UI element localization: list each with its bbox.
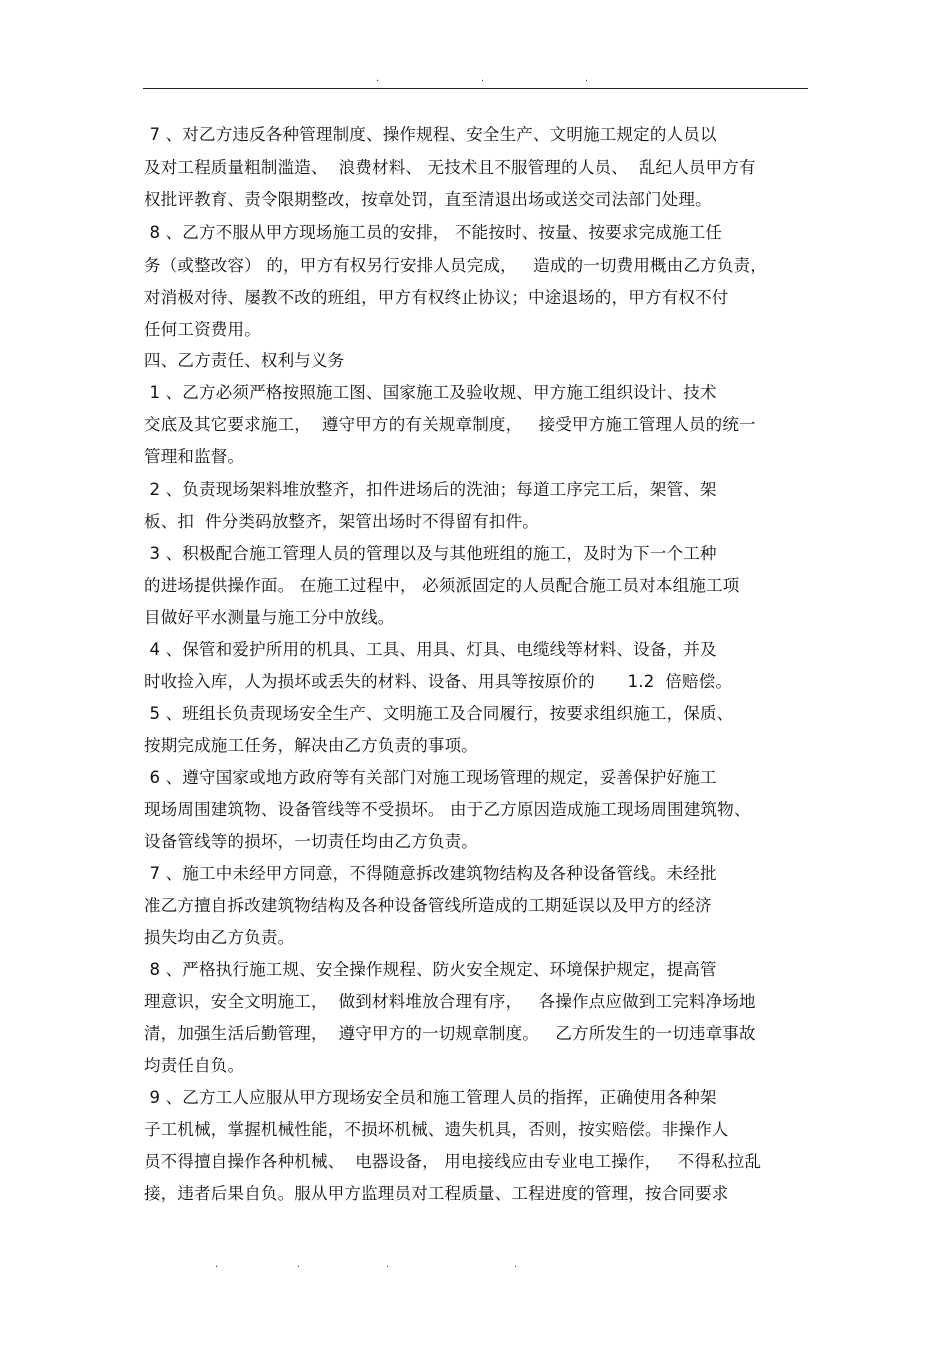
text-line: 3 、积极配合施工管理人员的管理以及与其他班组的施工，及时为下一个工种 [144, 544, 717, 563]
text-line: 子工机械，掌握机械性能，不损坏机械、遗失机具，否则，按实赔偿。非操作人 [144, 1120, 729, 1139]
text-line: 按期完成施工任务，解决由乙方负责的事项。 [144, 736, 478, 755]
text-line: 务（或整改容） 的，甲方有权另行安排人员完成， 造成的一切费用概由乙方负责， [144, 256, 767, 275]
text-line: 2 、负责现场架料堆放整齐，扣件进场后的洗油；每道工序完工后，架管、架 [144, 480, 717, 499]
header-dot: . [481, 73, 485, 84]
header-rule [143, 88, 808, 89]
text-line: 权批评教育、责令限期整改，按章处罚，直至清退出场或送交司法部门处理。 [144, 190, 712, 209]
text-line: 4 、保管和爱护所用的机具、工具、用具、灯具、电缆线等材料、设备，并及 [144, 640, 717, 659]
text-line: 设备管线等的损坏，一切责任均由乙方负责。 [144, 832, 478, 851]
text-line: 7 、对乙方违反各种管理制度、操作规程、安全生产、文明施工规定的人员以 [144, 125, 717, 144]
footer-dot: . [386, 1259, 390, 1270]
text-line: 及对工程质量粗制滥造、 浪费材料、 无技术且不服管理的人员、 乱纪人员甲方有 [144, 158, 756, 177]
text-line: 6 、遵守国家或地方政府等有关部门对施工现场管理的规定，妥善保护好施工 [144, 768, 717, 787]
text-line: 9 、乙方工人应服从甲方现场安全员和施工管理人员的指挥，正确使用各种架 [144, 1088, 717, 1107]
text-line: 损失均由乙方负责。 [144, 928, 295, 947]
text-line: 8 、乙方不服从甲方现场施工员的安排， 不能按时、按量、按要求完成施工任 [144, 223, 723, 242]
text-line: 对消极对待、屡教不改的班组，甲方有权终止协议；中途退场的，甲方有权不付 [144, 288, 729, 307]
footer-dot: . [215, 1259, 219, 1270]
text-line: 准乙方擅自拆改建筑物结构及各种设备管线所造成的工期延误以及甲方的经济 [144, 896, 712, 915]
footer-dot: . [514, 1259, 518, 1270]
text-line: 管理和监督。 [144, 447, 245, 466]
text-line: 员不得擅自操作各种机械、 电器设备， 用电接线应由专业电工操作， 不得私拉乱 [144, 1152, 762, 1171]
text-line: 5 、班组长负责现场安全生产、文明施工及合同履行，按要求组织施工，保质、 [144, 704, 734, 723]
text-line: 目做好平水测量与施工分中放线。 [144, 608, 395, 627]
footer-dot: . [297, 1259, 301, 1270]
text-line: 现场周围建筑物、设备管线等不受损坏。 由于乙方原因造成施工现场周围建筑物、 [144, 800, 751, 819]
text-line: 接，违者后果自负。服从甲方监理员对工程质量、工程进度的管理，按合同要求 [144, 1184, 729, 1203]
header-dot: . [376, 73, 380, 84]
text-line: 8 、严格执行施工规、安全操作规程、防火安全规定、环境保护规定，提高管 [144, 960, 717, 979]
text-line: 时收捡入库，人为损坏或丢失的材料、设备、用具等按原价的 1.2 倍赔偿。 [144, 672, 733, 691]
section-heading: 四、乙方责任、权利与义务 [144, 351, 345, 370]
header-dot: . [585, 73, 589, 84]
text-line: 理意识，安全文明施工， 做到材料堆放合理有序， 各操作点应做到工完料净场地 [144, 992, 756, 1011]
text-line: 清，加强生活后勤管理， 遵守甲方的一切规章制度。 乙方所发生的一切违章事故 [144, 1024, 756, 1043]
text-line: 1 、乙方必须严格按照施工图、国家施工及验收规、甲方施工组织设计、技术 [144, 383, 717, 402]
text-line: 交底及其它要求施工， 遵守甲方的有关规章制度， 接受甲方施工管理人员的统一 [144, 415, 756, 434]
text-line: 任何工资费用。 [144, 320, 261, 339]
text-line: 的进场提供操作面。 在施工过程中， 必须派固定的人员配合施工员对本组施工项 [144, 576, 740, 595]
text-line: 7 、施工中未经甲方同意，不得随意拆改建筑物结构及各种设备管线。未经批 [144, 864, 717, 883]
text-line: 板、扣 件分类码放整齐，架管出场时不得留有扣件。 [144, 512, 539, 531]
text-line: 均责任自负。 [144, 1056, 245, 1075]
